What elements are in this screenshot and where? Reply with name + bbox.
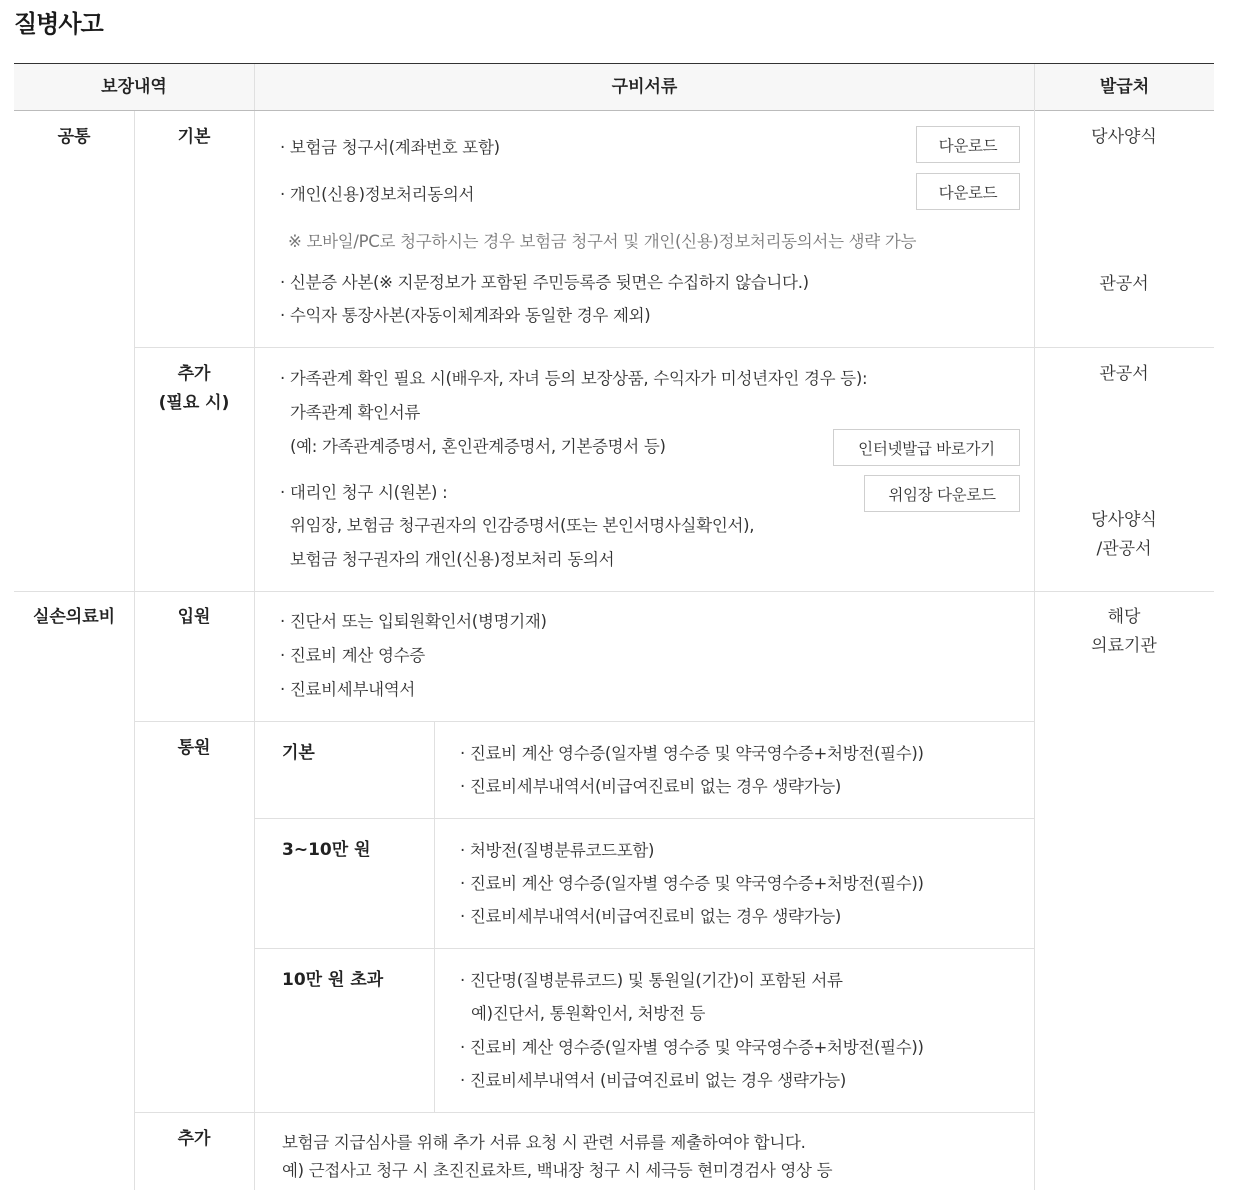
additional-note-line: 예) 근접사고 청구 시 초진진료차트, 백내장 청구 시 세극등 현미경검사 영상 등 [282,1161,833,1180]
subcategory-outpatient: 통원 [177,738,211,758]
extra-label-line2: (필요 시) [158,393,230,413]
issuer-medical-institution [1035,603,1213,661]
power-of-attorney-download-button[interactable]: 위임장 다운로드 [864,475,1020,512]
outpatient-tier3-doc: · 진료비 계산 영수증(일자별 영수증 및 약국영수증+처방전(필수)) [460,1038,924,1057]
outpatient-basic-doc: · 진료비 계산 영수증(일자별 영수증 및 약국영수증+처방전(필수)) [460,744,924,763]
family-relation-line: (예: 가족관계증명서, 혼인관계증명서, 기본증명서 등) [290,437,666,456]
outpatient-tier3-doc: 예)진단서, 통원확인서, 처방전 등 [471,1004,706,1023]
mobile-note: ※ 모바일/PC로 청구하시는 경우 보험금 청구서 및 개인(신용)정보처리동의서는 생략 가능 [288,232,917,251]
issuer-medical-line1: 해당 [1107,607,1141,627]
category-medical-expense: 실손의료비 [32,607,116,627]
outpatient-tier2-doc: · 진료비 계산 영수증(일자별 영수증 및 약국영수증+처방전(필수)) [460,874,924,893]
col-divider [254,111,255,1190]
outpatient-tier2-doc: · 진료비세부내역서(비급여진료비 없는 경우 생략가능) [460,907,842,926]
header-documents: 구비서류 [255,64,1034,110]
row-divider [134,347,1214,348]
category-common: 공통 [57,127,91,147]
outpatient-basic-label: 기본 [282,743,315,763]
subcategory-extra-when-needed [134,360,254,418]
doc-bankbook-copy: · 수익자 통장사본(자동이체계좌와 동일한 경우 제외) [280,306,651,325]
row-divider [134,1112,1034,1113]
issuer-mixed-line1: 당사양식 [1091,510,1157,530]
issuer-company-or-government [1035,506,1213,564]
outpatient-tier3-label: 10만 원 초과 [282,970,384,990]
doc-claim-form: · 보험금 청구서(계좌번호 포함) [280,138,500,157]
page-title: 질병사고 [14,10,103,38]
subcategory-inpatient: 입원 [177,607,211,627]
header-coverage: 보장내역 [14,64,254,110]
header-issuer: 발급처 [1035,64,1214,110]
subcategory-basic: 기본 [177,127,211,147]
inpatient-doc: · 진료비세부내역서 [280,680,416,699]
issuer-medical-line2: 의료기관 [1091,636,1157,656]
col-divider [134,111,135,1190]
claim-form-download-button[interactable]: 다운로드 [916,126,1020,163]
row-divider [134,721,1034,722]
doc-privacy-consent: · 개인(신용)정보처리동의서 [280,185,475,204]
row-divider [254,948,1034,949]
issuer-mixed-line2: /관공서 [1096,539,1152,559]
inpatient-doc: · 진단서 또는 입퇴원확인서(병명기재) [280,612,547,631]
issuer-company-form: 당사양식 [1091,127,1157,147]
issuer-government: 관공서 [1099,364,1149,384]
outpatient-basic-doc: · 진료비세부내역서(비급여진료비 없는 경우 생략가능) [460,777,842,796]
family-relation-line: 가족관계 확인서류 [290,403,421,422]
extra-label-line1: 추가 [177,364,211,384]
issuer-government: 관공서 [1099,274,1149,294]
family-relation-line: · 가족관계 확인 필요 시(배우자, 자녀 등의 보장상품, 수익자가 미성년자인 경우 등): [280,369,868,388]
outpatient-tier3-doc: · 진단명(질병분류코드) 및 통원일(기간)이 포함된 서류 [460,971,843,990]
row-divider [254,818,1034,819]
agent-claim-line: 보험금 청구권자의 개인(신용)정보처리 동의서 [290,550,615,569]
col-divider [434,722,435,1112]
outpatient-tier2-doc: · 처방전(질병분류코드포함) [460,841,655,860]
agent-claim-line: 위임장, 보험금 청구권자의 인감증명서(또는 본인서명사실확인서), [290,516,755,535]
agent-claim-line: · 대리인 청구 시(원본) : [280,483,448,502]
col-divider [254,64,255,110]
privacy-consent-download-button[interactable]: 다운로드 [916,173,1020,210]
internet-issue-shortcut-button[interactable]: 인터넷발급 바로가기 [833,429,1020,466]
subcategory-additional: 추가 [177,1129,211,1149]
doc-id-copy: · 신분증 사본(※ 지문정보가 포함된 주민등록증 뒷면은 수집하지 않습니다.) [280,273,809,292]
inpatient-doc: · 진료비 계산 영수증 [280,646,425,665]
outpatient-tier3-doc: · 진료비세부내역서 (비급여진료비 없는 경우 생략가능) [460,1071,847,1090]
outpatient-tier2-label: 3~10만 원 [282,840,371,860]
additional-note-line: 보험금 지급심사를 위해 추가 서류 요청 시 관련 서류를 제출하여야 합니다. [282,1133,806,1152]
